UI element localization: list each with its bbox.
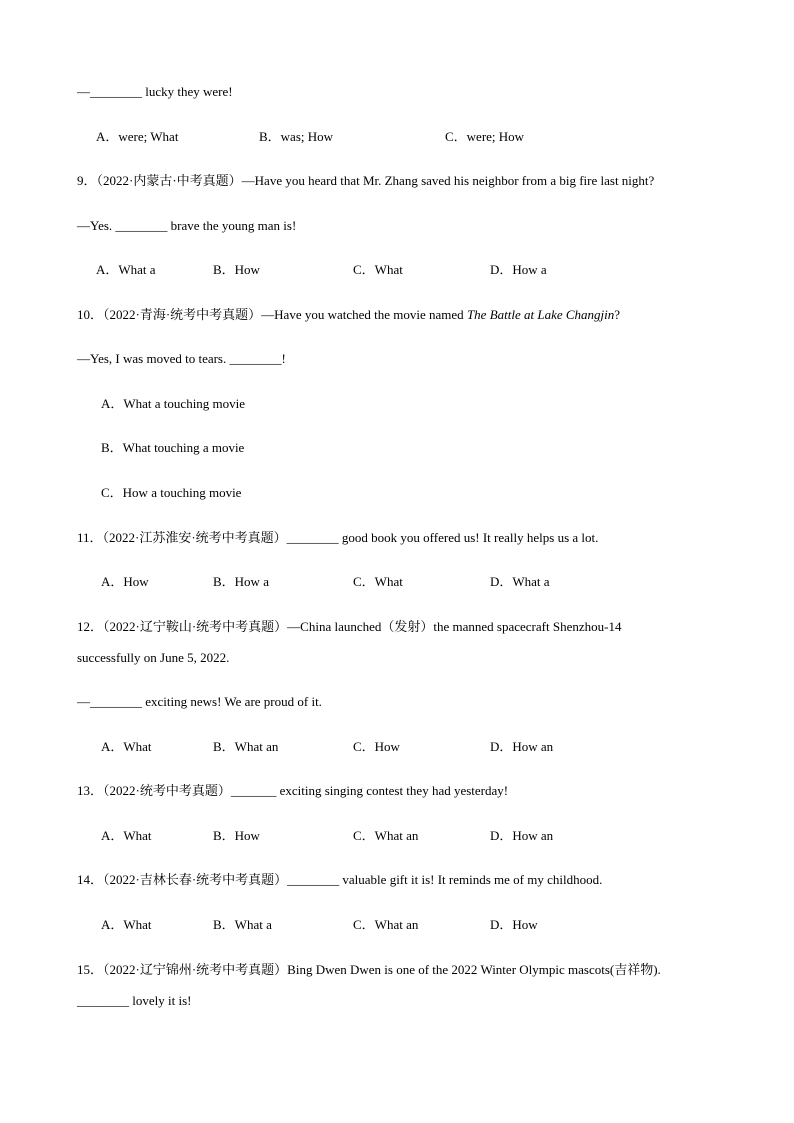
q12-option-a[interactable]: A．What bbox=[101, 739, 152, 754]
q10-option-b[interactable]: B．What touching a movie bbox=[101, 440, 245, 455]
q13-option-d[interactable]: D．How an bbox=[490, 828, 554, 843]
q11-option-c[interactable]: C．What bbox=[353, 574, 403, 589]
q12-option-c[interactable]: C．How bbox=[353, 739, 400, 754]
q9-reply: —Yes. ________ brave the young man is! bbox=[77, 218, 297, 233]
q8-option-b[interactable]: B．was; How bbox=[259, 129, 334, 144]
q9-option-b[interactable]: B．How bbox=[213, 262, 260, 277]
q15-stem-continued: ________ lovely it is! bbox=[77, 993, 192, 1008]
q14-option-d[interactable]: D．How bbox=[490, 917, 538, 932]
q13-option-a[interactable]: A．What bbox=[101, 828, 152, 843]
q14-stem: 14．（2022·吉林长春·统考中考真题）________ valuable gift it is! It reminds me of my childhood. bbox=[77, 872, 603, 887]
q9-stem: 9．（2022·内蒙古·中考真题）—Have you heard that Mr. Zhang saved his neighbor from a big fire last night? bbox=[77, 173, 655, 188]
q11-option-b[interactable]: B．How a bbox=[213, 574, 269, 589]
q13-stem: 13．（2022·统考中考真题）_______ exciting singing contest they had yesterday! bbox=[77, 783, 509, 798]
q12-reply: —________ exciting news! We are proud of it. bbox=[77, 694, 322, 709]
q10-option-a[interactable]: A．What a touching movie bbox=[101, 396, 246, 411]
q10-reply: —Yes, I was moved to tears. ________! bbox=[77, 351, 286, 366]
q12-option-d[interactable]: D．How an bbox=[490, 739, 554, 754]
q10-movie-title: The Battle at Lake Changjin bbox=[466, 307, 615, 322]
q13-option-b[interactable]: B．How bbox=[213, 828, 260, 843]
q12-stem: 12．（2022·辽宁鞍山·统考中考真题）—China launched（发射）the manned spacecraft Shenzhou-14 bbox=[77, 619, 622, 634]
q9-option-c[interactable]: C．What bbox=[353, 262, 403, 277]
q8-option-c[interactable]: C．were; How bbox=[445, 129, 525, 144]
q10-stem-pre: 10．（2022·青海·统考中考真题）—Have you watched the movie named bbox=[77, 307, 467, 322]
q11-option-d[interactable]: D．What a bbox=[490, 574, 550, 589]
q12-option-b[interactable]: B．What an bbox=[213, 739, 279, 754]
q8-option-a[interactable]: A．were; What bbox=[96, 129, 179, 144]
q15-stem: 15．（2022·辽宁锦州·统考中考真题）Bing Dwen Dwen is one of the 2022 Winter Olympic mascots(吉祥物). bbox=[77, 962, 661, 977]
q14-option-b[interactable]: B．What a bbox=[213, 917, 272, 932]
q10-stem bbox=[77, 307, 620, 323]
q11-stem: 11．（2022·江苏淮安·统考中考真题）________ good book you offered us! It really helps us a lot. bbox=[77, 530, 599, 545]
q10-option-c[interactable]: C．How a touching movie bbox=[101, 485, 242, 500]
q9-option-a[interactable]: A．What a bbox=[96, 262, 156, 277]
q14-option-c[interactable]: C．What an bbox=[353, 917, 419, 932]
q8-reply: —________ lucky they were! bbox=[77, 84, 233, 99]
q13-option-c[interactable]: C．What an bbox=[353, 828, 419, 843]
q9-option-d[interactable]: D．How a bbox=[490, 262, 547, 277]
q14-option-a[interactable]: A．What bbox=[101, 917, 152, 932]
q12-stem-continued: successfully on June 5, 2022. bbox=[77, 650, 230, 665]
q11-option-a[interactable]: A．How bbox=[101, 574, 149, 589]
q10-stem-post: ? bbox=[614, 307, 621, 322]
